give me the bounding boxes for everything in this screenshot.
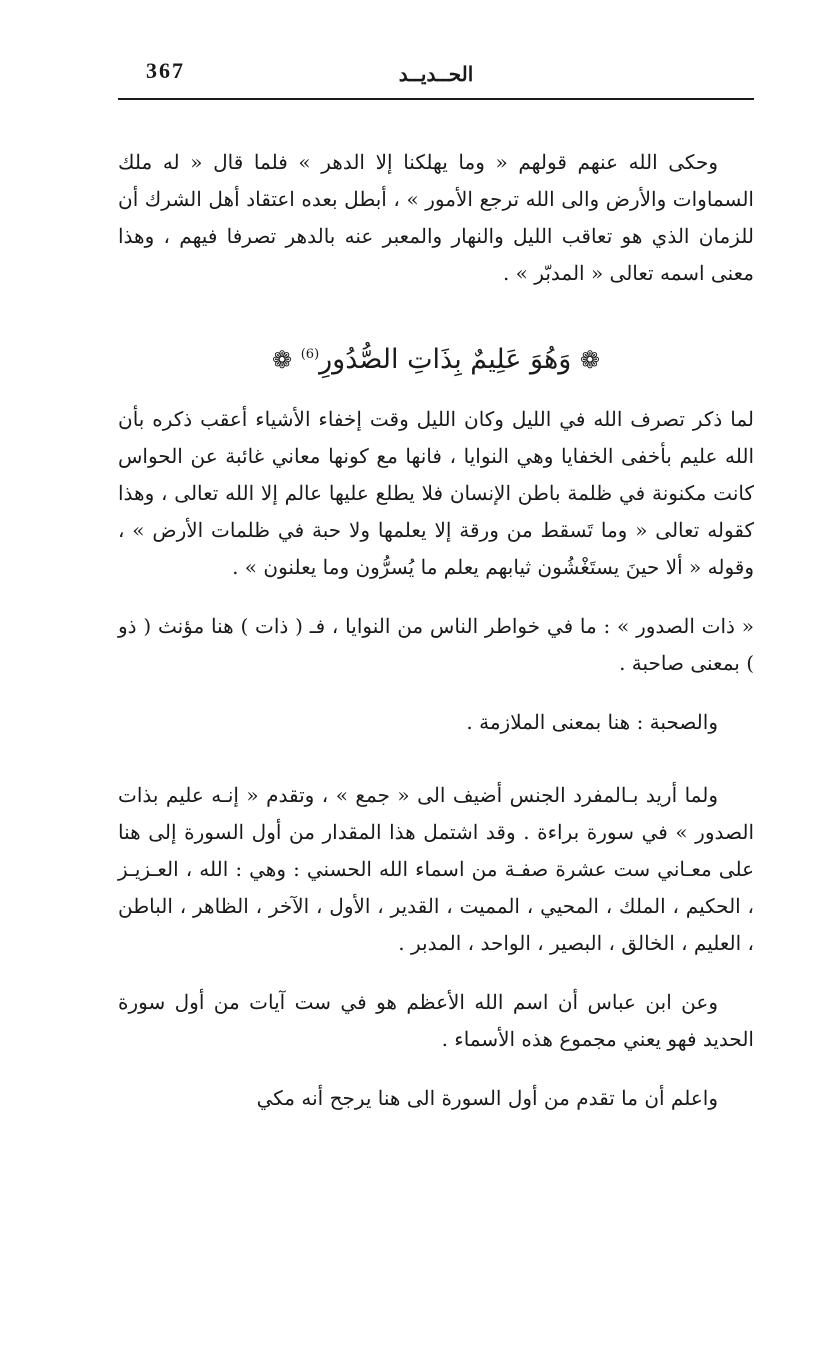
paragraph-7: واعلم أن ما تقدم من أول السورة الى هنا يرجح أنه مكي — [256, 1086, 718, 1110]
page-number: 367 — [146, 58, 185, 83]
footnote-marker: (6) — [300, 347, 320, 362]
paragraph-3: « ذات الصدور » : ما في خواطر الناس من النوايا ، فـ ( ذات ) هنا مؤنث ( ذو ) بمعنى صاحبة . — [118, 614, 754, 675]
page-header — [118, 52, 754, 100]
paragraph-2: لما ذكر تصرف الله في الليل وكان الليل وقت إخفاء الأشياء أعقب ذكره بأن الله عليم بأخفى الخفايا وهي النوايا ، فانها مع كونها معاني غائبة عن الحواس كانت مكنونة في ظلمة باطن الإنسان فلا يطلع عليها عالم إلا الله تعالى ، وهذا كقوله تعالى « وما تَسقط من ورقة إلا يعلمها ولا حبة في ظلمات الأرض » ، وقوله « ألا حينَ يستَغْشُون ثيابهم يعلم ما يُسرُّون وما يعلنون » . — [118, 407, 754, 579]
paragraph-4: والصحبة : هنا بمعنى الملازمة . — [466, 710, 718, 734]
verse-open-ornament-icon: ❁ — [579, 346, 600, 374]
running-title: الحــديــد — [398, 62, 474, 86]
verse-close-ornament-icon: ❁ — [272, 346, 293, 374]
quran-verse — [118, 330, 754, 385]
verse-text: وَهُوَ عَلِيمٌ بِذَاتِ الصُّدُورِ — [319, 344, 572, 375]
paragraph-5: ولما أريد بـالمفرد الجنس أضيف الى « جمع » ، وتقدم « إنـه عليم بذات الصدور » في سورة براءة . وقد اشتمل هذا المقدار من أول السورة إلى هنا على معـاني ست عشرة صفـة من اسماء الله الحسني : وهي : الله ، العـزيـز ، الحكيم ، الملك ، المحيي ، المميت ، القدير ، الأول ، الآخر ، الظاهر ، الباطن ، العليم ، الخالق ، البصير ، الواحد ، المدبر . — [118, 783, 754, 955]
paragraph-6: وعن ابن عباس أن اسم الله الأعظم هو في ست آيات من أول سورة الحديد فهو يعني مجموع هذه الأسماء . — [118, 990, 754, 1051]
paragraph-1: وحكى الله عنهم قولهم « وما يهلكنا إلا الدهر » فلما قال « له ملك السماوات والأرض والى الله ترجع الأمور » ، أبطل بعده اعتقاد أهل الشرك أن للزمان الذي هو تعاقب الليل والنهار والمعبر عنه بالدهر تصرفا فيهم ، وهذا معنى اسمه تعالى « المدبّر » . — [118, 150, 754, 285]
book-page — [118, 52, 754, 1117]
